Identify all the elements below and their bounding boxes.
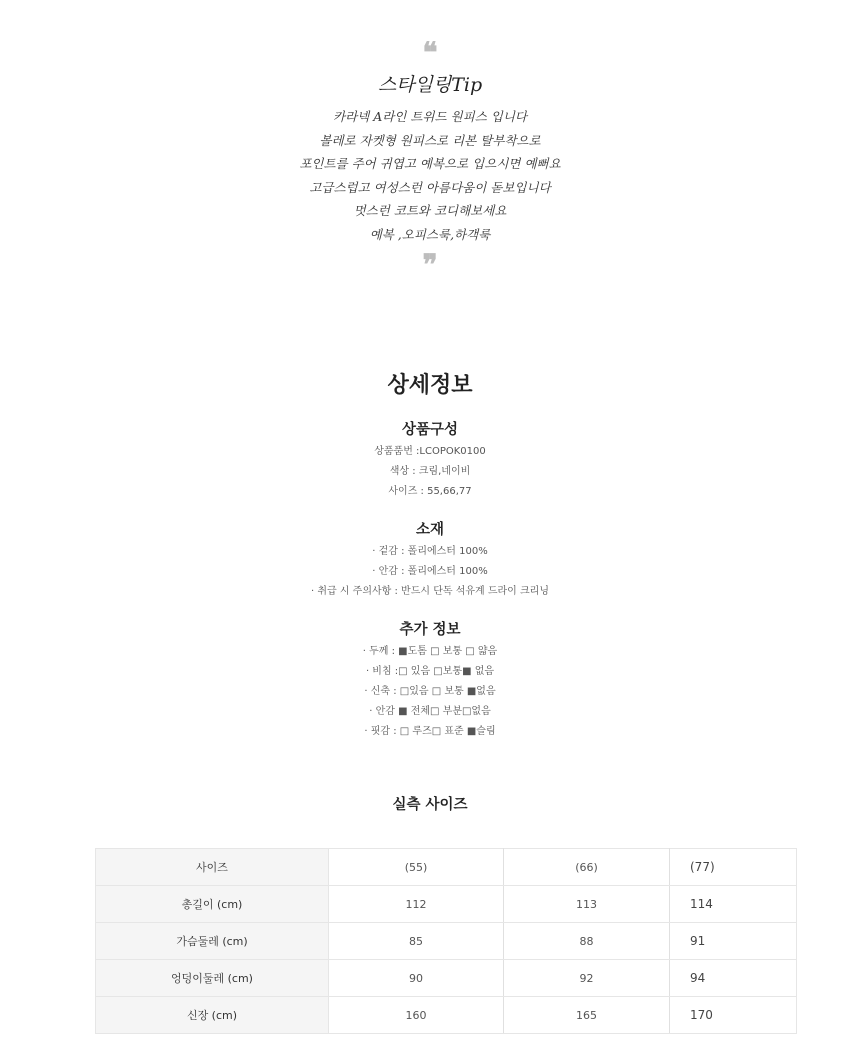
composition-heading: 상품구성 — [401, 422, 459, 438]
composition-line: 사이즈 : 55,66,77 — [388, 486, 472, 497]
size-cell: 114 — [670, 886, 797, 923]
styling-tip-line: 포인트를 주어 귀엽고 예복으로 입으시면 예뻐요 — [299, 156, 561, 171]
close-quote-icon: ❞ — [422, 248, 438, 281]
styling-tip-section — [0, 36, 860, 281]
size-cell: 113 — [504, 886, 670, 923]
size-cell: 92 — [504, 960, 670, 997]
size-cell: 170 — [670, 997, 797, 1034]
material-line: · 겉감 : 폴리에스터 100% — [372, 546, 488, 557]
size-cell: 88 — [504, 923, 670, 960]
composition-group — [0, 418, 860, 502]
extra-info-group — [0, 618, 860, 742]
styling-tip-line: 멋스런 코트와 코디해보세요 — [353, 203, 507, 218]
size-cell: 90 — [329, 960, 504, 997]
table-row — [96, 997, 797, 1034]
detail-info-section — [0, 366, 860, 758]
size-cell: 112 — [329, 886, 504, 923]
composition-line: 상품품번 :LCOPOK0100 — [374, 446, 486, 457]
composition-line: 색상 : 크림,네이비 — [389, 466, 471, 477]
extra-info-line: · 핏감 : □ 루즈□ 표준 ■슬림 — [364, 726, 496, 737]
size-cell: (55) — [329, 849, 504, 886]
material-group — [0, 518, 860, 602]
table-row — [96, 849, 797, 886]
measurement-heading: 실측 사이즈 — [392, 797, 468, 813]
material-line: · 안감 : 폴리에스터 100% — [372, 566, 488, 577]
extra-info-line: · 안감 ■ 전체□ 부분□없음 — [369, 706, 491, 717]
detail-info-heading: 상세정보 — [387, 373, 473, 398]
row-label: 엉덩이둘레 (cm) — [96, 960, 329, 997]
table-row — [96, 886, 797, 923]
styling-tip-line: 카라넥 A라인 트위드 원피스 입니다 — [333, 109, 527, 124]
size-table — [95, 848, 797, 1034]
row-label: 가슴둘레 (cm) — [96, 923, 329, 960]
size-cell: (77) — [670, 849, 797, 886]
styling-tip-title: 스타일링Tip — [377, 74, 483, 96]
extra-info-line: · 신축 : □있음 □ 보통 ■없음 — [364, 686, 496, 697]
size-cell: (66) — [504, 849, 670, 886]
table-row — [96, 960, 797, 997]
styling-tip-line: 예복 ,오피스룩,하객룩 — [369, 226, 491, 242]
material-line: · 취급 시 주의사항 : 반드시 단독 석유계 드라이 크리닝 — [310, 586, 550, 597]
extra-info-heading: 추가 정보 — [399, 622, 461, 638]
styling-tip-line: 고급스럽고 여성스런 아름다움이 돋보입니다 — [309, 179, 551, 195]
row-label: 총길이 (cm) — [96, 886, 329, 923]
row-label: 사이즈 — [96, 849, 329, 886]
size-cell: 85 — [329, 923, 504, 960]
material-heading: 소재 — [415, 522, 444, 538]
open-quote-icon: ❝ — [422, 36, 438, 69]
table-row — [96, 923, 797, 960]
extra-info-line: · 비침 :□ 있음 □보통■ 없음 — [365, 666, 495, 677]
size-cell: 165 — [504, 997, 670, 1034]
size-cell: 91 — [670, 923, 797, 960]
size-cell: 160 — [329, 997, 504, 1034]
size-cell: 94 — [670, 960, 797, 997]
row-label: 신장 (cm) — [96, 997, 329, 1034]
styling-tip-line: 볼레로 자켓형 원피스로 리본 탈부착으로 — [319, 132, 541, 148]
extra-info-line: · 두께 : ■도톰 □ 보통 □ 얇음 — [362, 646, 498, 657]
